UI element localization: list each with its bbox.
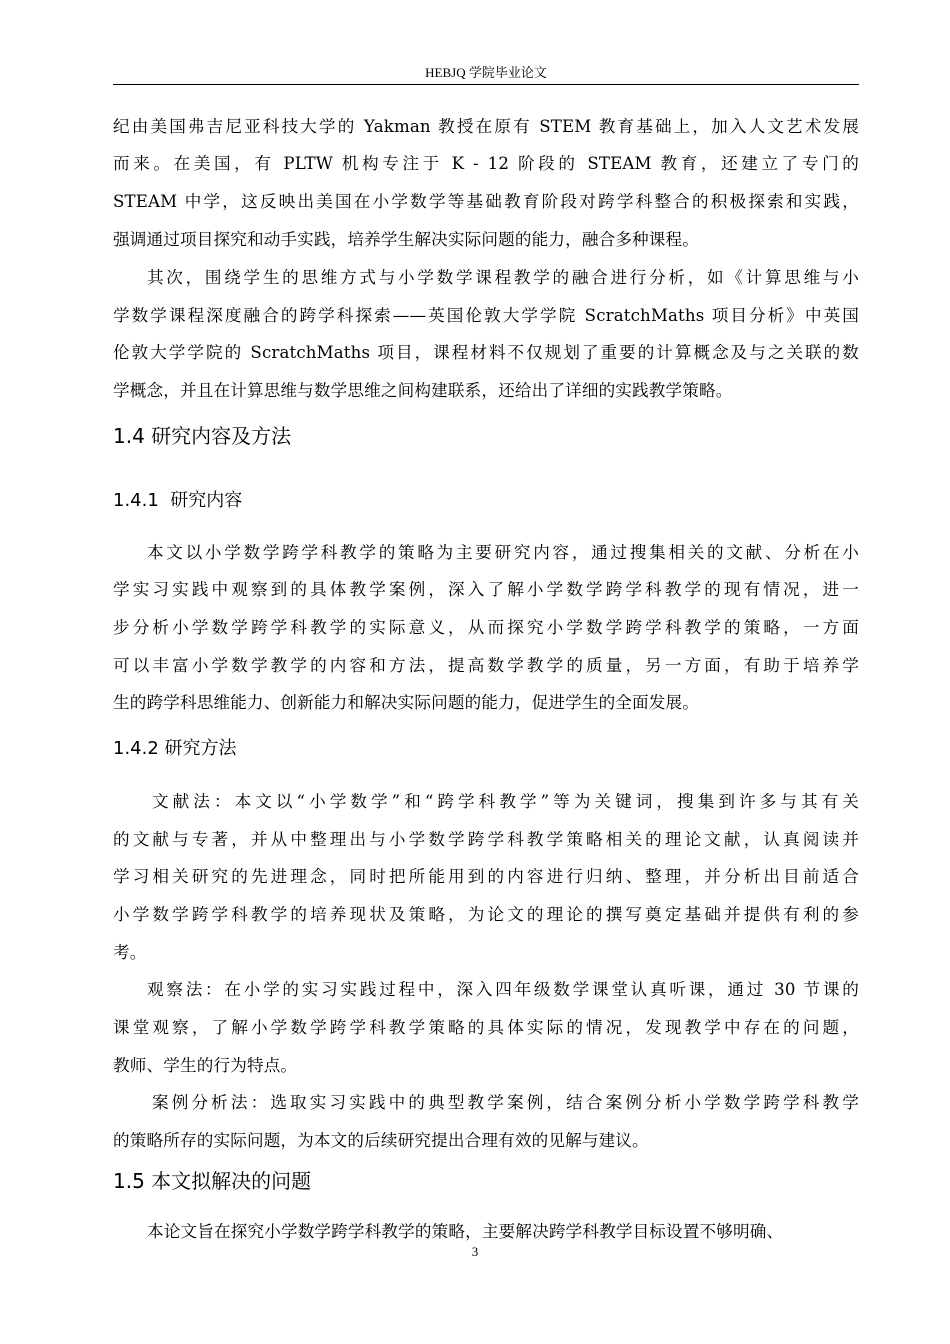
page-header: HEBJQ 学院毕业论文 bbox=[425, 65, 547, 80]
body-line: 案例分析法：选取实习实践中的典型教学案例，结合案例分析小学数学跨学科教学 bbox=[152, 1093, 859, 1112]
header-rule bbox=[113, 84, 859, 85]
body-line: 文献法：本文以“小学数学”和“跨学科教学”等为关键词，搜集到许多与其有关 bbox=[152, 792, 859, 811]
body-line: 学概念，并且在计算思维与数学思维之间构建联系，还给出了详细的实践教学策略。 bbox=[113, 381, 733, 400]
body-line: 学数学课程深度融合的跨学科探索——英国伦敦大学学院 ScratchMaths 项目分析》中英国 bbox=[113, 306, 859, 325]
body-line: 强调通过项目探究和动手实践，培养学生解决实际问题的能力，融合多种课程。 bbox=[113, 230, 700, 249]
body-line: 本文以小学数学跨学科教学的策略为主要研究内容，通过搜集相关的文献、分析在小 bbox=[147, 543, 859, 562]
body-line: 本论文旨在探究小学数学跨学科教学的策略，主要解决跨学科教学目标设置不够明确、 bbox=[147, 1222, 784, 1241]
section-heading-1-4: 1.4 研究内容及方法 bbox=[113, 424, 292, 448]
body-line: 其次，围绕学生的思维方式与小学数学课程教学的融合进行分析，如《计算思维与小 bbox=[147, 268, 859, 287]
body-line: 步分析小学数学跨学科教学的实际意义，从而探究小学数学跨学科教学的策略，一方面 bbox=[113, 618, 859, 637]
body-line: 学习相关研究的先进理念，同时把所能用到的内容进行归纳、整理，并分析出目前适合 bbox=[113, 867, 859, 886]
section-heading-1-5: 1.5 本文拟解决的问题 bbox=[113, 1169, 312, 1193]
subsection-heading-1-4-2: 1.4.2 研究方法 bbox=[113, 738, 237, 759]
body-line: 小学数学跨学科教学的培养现状及策略，为论文的理论的撰写奠定基础并提供有利的参 bbox=[113, 905, 859, 924]
body-line: 教师、学生的行为特点。 bbox=[113, 1056, 298, 1075]
body-line: 而来。在美国，有 PLTW 机构专注于 K - 12 阶段的 STEAM 教育，还建立了专门的 bbox=[113, 154, 859, 173]
subsection-heading-1-4-1: 1.4.1 研究内容 bbox=[113, 490, 243, 511]
body-line: 生的跨学科思维能力、创新能力和解决实际问题的能力，促进学生的全面发展。 bbox=[113, 693, 700, 712]
body-line: 纪由美国弗吉尼亚科技大学的 Yakman 教授在原有 STEM 教育基础上，加入人文艺术发展 bbox=[113, 117, 859, 136]
body-line: 课堂观察，了解小学数学跨学科教学策略的具体实际的情况，发现教学中存在的问题， bbox=[113, 1018, 859, 1037]
body-line: STEAM 中学，这反映出美国在小学数学等基础教育阶段对跨学科整合的积极探索和实践， bbox=[113, 192, 859, 211]
body-line: 伦敦大学学院的 ScratchMaths 项目，课程材料不仅规划了重要的计算概念及与之关联的数 bbox=[113, 343, 859, 362]
body-line: 的文献与专著，并从中整理出与小学数学跨学科教学策略相关的理论文献，认真阅读并 bbox=[113, 830, 859, 849]
body-line: 的策略所存的实际问题，为本文的后续研究提出合理有效的见解与建议。 bbox=[113, 1131, 649, 1150]
body-line: 考。 bbox=[113, 943, 147, 962]
body-line: 观察法：在小学的实习实践过程中，深入四年级数学课堂认真听课，通过 30 节课的 bbox=[147, 980, 859, 999]
body-line: 学实习实践中观察到的具体教学案例，深入了解小学数学跨学科教学的现有情况，进一 bbox=[113, 580, 859, 599]
page-number: 3 bbox=[471, 1244, 479, 1259]
body-line: 可以丰富小学数学教学的内容和方法，提高数学教学的质量，另一方面，有助于培养学 bbox=[113, 656, 859, 675]
